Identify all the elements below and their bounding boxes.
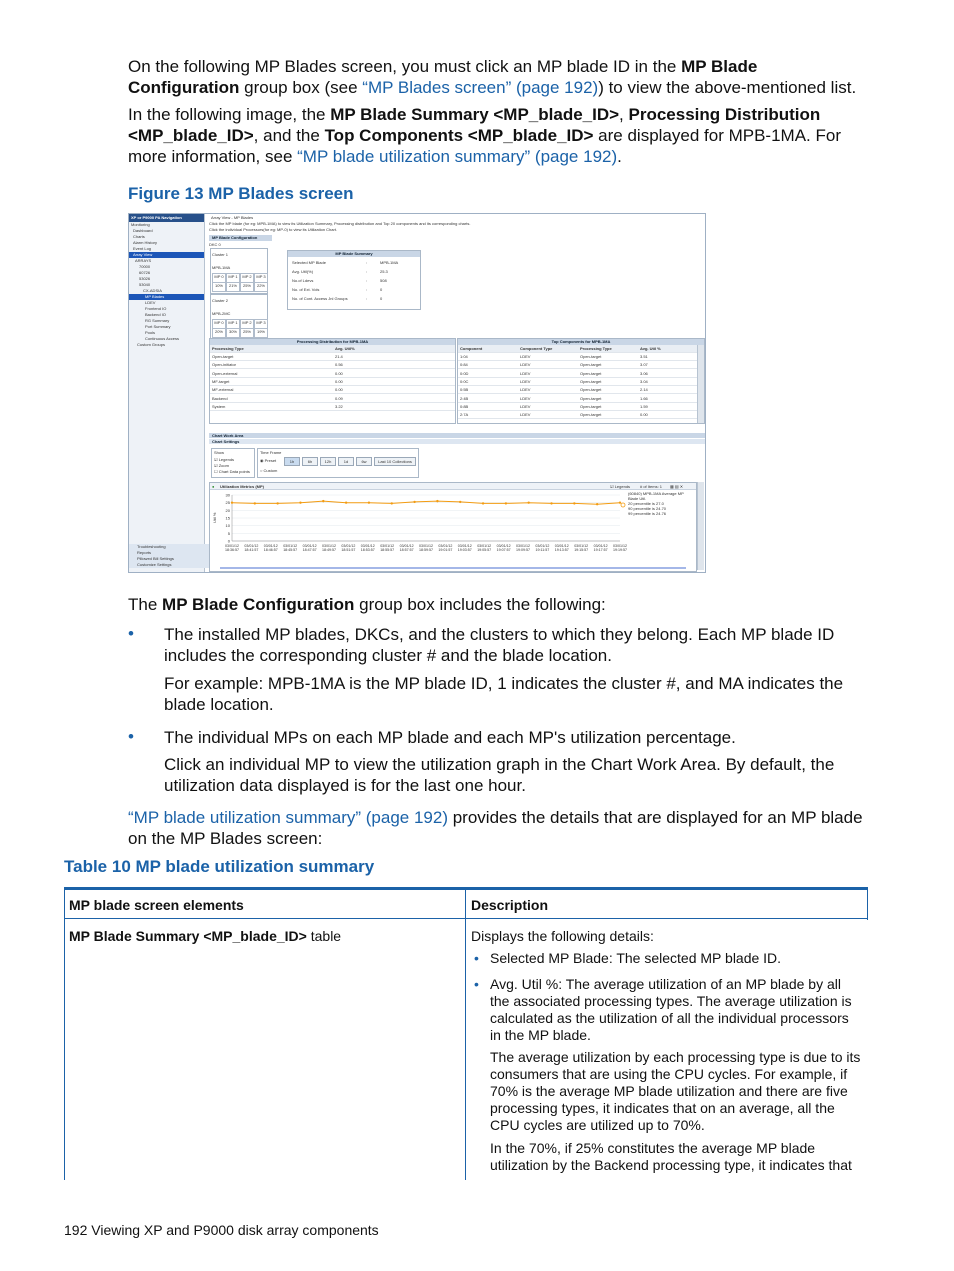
nav-item[interactable]: Frontend IO (145, 306, 167, 311)
nav-item[interactable]: Backend IO (145, 312, 166, 317)
mp-button[interactable]: MP 3 (254, 273, 268, 283)
y-axis-label: Util % (212, 512, 217, 523)
table-border-right (867, 890, 868, 920)
data-point (276, 502, 278, 504)
tc-row[interactable] (458, 411, 698, 419)
tf-button-last10[interactable]: Last 10 Collections (374, 457, 416, 466)
tc-cell: 3.51 (640, 354, 648, 359)
x-tick-date: 03/01/12 (399, 544, 414, 548)
summary-value: 25.3 (380, 269, 388, 274)
pd-row (210, 386, 455, 394)
desc-bullet-marker: • (474, 950, 479, 966)
mp-util-value: 22% (254, 282, 268, 292)
x-tick-date: 03/01/12 (225, 544, 239, 548)
bold-term: MP Blade Summary <MP_blade_ID> (330, 105, 620, 124)
text: , and the (253, 126, 325, 145)
summary-colon: : (366, 296, 368, 301)
pd-type: Open-target (212, 354, 234, 359)
tc-row[interactable] (458, 395, 698, 403)
x-tick-time: 18:45:57 (283, 548, 298, 552)
bullet-1: The installed MP blades, DKCs, and the clusters to which they belong. Each MP blade ID includes the corresponding cluster # and the blade location. (164, 625, 835, 665)
tf-button-6h[interactable]: 6h (302, 457, 318, 466)
x-tick-date: 03/01/12 (360, 544, 375, 548)
mp-button[interactable]: MP 1 (226, 319, 240, 329)
tc-row[interactable] (458, 403, 698, 411)
chart-panel (209, 482, 697, 572)
x-tick-time: 19:13:57 (554, 548, 569, 552)
x-tick-time: 19:19:57 (613, 548, 627, 552)
show-zoom-checkbox[interactable]: ☑ Zoom (214, 463, 229, 468)
x-tick-time: 18:49:57 (322, 548, 336, 552)
desc-bullet-marker: • (474, 976, 479, 992)
nav-item[interactable]: MP Blades (129, 294, 204, 300)
data-point (528, 501, 530, 503)
summary-label: No. of Cont. Access Jnl Groups (292, 296, 348, 301)
x-tick-time: 19:01:57 (438, 548, 453, 552)
processing-distribution-box (209, 338, 456, 424)
mp-util-value: 21% (226, 282, 240, 292)
tc-cell: Open-target (580, 403, 602, 409)
cluster-1-label: Cluster 1 (212, 252, 229, 257)
tc-cell: Open-target (580, 395, 602, 401)
summary-label: Selected MP Blade (292, 260, 326, 265)
summary-value: 0 (380, 296, 383, 301)
tc-cell: 2:4B (460, 395, 469, 401)
data-point (550, 502, 552, 504)
mp-button[interactable]: MP 1 (226, 273, 240, 283)
data-point (231, 501, 233, 503)
tf-button-1d[interactable]: 1d (338, 457, 354, 466)
utilization-summary-table (64, 887, 868, 1180)
text: In the following image, the (128, 105, 331, 124)
pd-type: System (212, 403, 226, 409)
collapse-icon[interactable]: ● (212, 484, 215, 489)
bold-term: Top Components <MP_blade_ID> (324, 126, 594, 145)
chart-work-area-title: Chart Work Area (209, 433, 706, 438)
mp-util-value: 25% (240, 282, 254, 292)
x-tick-time: 18:53:57 (360, 548, 375, 552)
x-tick-date: 03/01/12 (302, 544, 317, 548)
text: are displayed for MPB-1MA. For more information, see (128, 126, 841, 166)
paragraph-3 (128, 594, 873, 615)
legend-series: (60840) MPB-1MA Average MP Blade Util. (628, 491, 684, 501)
tc-cell: Open-target (580, 362, 602, 368)
tc-cell: LDEV (520, 378, 531, 384)
tc-cell: 2:7A (460, 412, 469, 418)
instruction-2: Click the individual Processors(for eg: MP-0) to view its Utilization Chart. (209, 227, 338, 232)
tc-cell: 1.59 (640, 403, 648, 409)
data-point (254, 502, 256, 504)
x-tick-date: 03/01/12 (535, 544, 550, 548)
bold-term: MP Blade Configuration (162, 595, 355, 614)
x-tick-time: 18:55:57 (380, 548, 395, 552)
x-tick-date: 03/01/12 (457, 544, 472, 548)
x-tick-date: 03/01/12 (574, 544, 589, 548)
tc-cell: LDEV (520, 362, 531, 368)
tc-cell: 3.06 (640, 370, 648, 376)
bullet-1-sub: For example: MPB-1MA is the MP blade ID, 1 indicates the cluster #, and MA indicates the blade location. (164, 674, 844, 714)
pd-header-row (210, 345, 455, 353)
bullet-marker: • (128, 727, 134, 746)
text: On the following MP Blades screen, you must click an MP blade ID in the (128, 57, 682, 76)
bullet-marker: • (128, 624, 134, 643)
blade-id-mpb-1ma[interactable]: MPB-1MA (212, 265, 231, 270)
pd-value: 0.00 (335, 370, 343, 376)
blade-id-mpb-2mc[interactable]: MPB-2MC (212, 311, 231, 316)
x-tick-date: 03/01/12 (516, 544, 530, 548)
chart-settings-title: Chart Settings (209, 439, 706, 444)
text: The (128, 595, 163, 614)
nav-item[interactable]: Custom Groups (137, 342, 166, 347)
intro-paragraph-1 (128, 56, 873, 98)
data-point (596, 503, 598, 505)
pd-header: Processing Type (212, 346, 244, 351)
tc-row[interactable] (458, 386, 698, 394)
pd-value: 0.56 (335, 362, 343, 368)
tc-header: Processing Type (580, 346, 612, 351)
nav-item[interactable]: 70000 (139, 264, 151, 269)
cluster-2-label: Cluster 2 (212, 298, 229, 303)
bold-term: Processing Distribution <MP_blade_ID> (128, 105, 821, 145)
preset-radio[interactable]: ◉ Preset (260, 458, 277, 463)
nav-item[interactable]: Pools (145, 330, 156, 335)
nav-item[interactable]: LDEV (145, 300, 156, 305)
data-point (505, 502, 507, 504)
pd-title: Processing Distribution for MPB-1MA (210, 339, 455, 345)
summary-colon: : (366, 287, 368, 292)
tc-cell: 3.07 (640, 362, 648, 368)
data-point (436, 500, 438, 502)
table-caption: Table 10 MP blade utilization summary (64, 857, 375, 876)
pd-type: Open-initiator (212, 362, 237, 368)
tc-row[interactable] (458, 378, 698, 386)
pd-row (210, 370, 455, 378)
data-point (299, 501, 301, 503)
data-point (482, 502, 484, 504)
data-point (573, 502, 575, 504)
x-tick-time: 18:57:57 (399, 548, 414, 552)
custom-radio[interactable]: ○ Custom (260, 468, 278, 473)
summary-value: 0 (380, 287, 383, 292)
table-column-divider (465, 890, 466, 1180)
pd-header: Avg. Util% (335, 346, 355, 351)
tab-array-view[interactable]: Array View - MP Blades (211, 215, 254, 220)
link-mp-blade-utilization-summary-2[interactable]: “MP blade utilization summary” (page 192) (128, 808, 448, 827)
nav-item[interactable]: Port Summary (145, 324, 171, 329)
paragraph-4 (128, 807, 873, 849)
tc-row[interactable] (458, 370, 698, 378)
legend-marker (621, 503, 625, 507)
x-tick-date: 03/01/12 (419, 544, 433, 548)
table-desc-bullet-2: Avg. Util %: The average utilization of an MP blade by all the associated processing types. The average utilization is calculated as the utilization of all the individual processors in the MP blade. (490, 976, 852, 1043)
bullet-2-sub: Click an individual MP to view the utilization graph in the Chart Work Area. By default, the utilization data displayed is for the last one hour. (164, 755, 835, 795)
pd-row (210, 378, 455, 386)
nav-item[interactable]: Monitoring (131, 222, 150, 227)
summary-label: No.of Ldevs (292, 278, 314, 283)
x-tick-date: 03/01/12 (283, 544, 298, 548)
blade-summary-box (287, 250, 421, 310)
table-desc-paragraph-1: The average utilization by each processing type is due to its consumers that are using the CPU cycles. For example, if 70% is the average MP blade utilization and there are five processing types, it indicates that on an average, all the CPU cycles are utilized up to 70%. (490, 1049, 861, 1133)
tc-cell: Open-target (580, 378, 602, 384)
intro-paragraph-2 (128, 104, 873, 167)
data-point (368, 501, 370, 503)
x-tick-time: 19:07:57 (496, 548, 511, 552)
x-tick-date: 03/01/12 (496, 544, 511, 548)
tc-cell: LDEV (520, 370, 531, 376)
x-tick-time: 18:59:57 (419, 548, 433, 552)
nav-item[interactable]: Dashboard (133, 228, 153, 233)
tf-button-6w[interactable]: 6w (356, 457, 372, 466)
page-footer: 192 Viewing XP and P9000 disk array components (64, 1222, 379, 1238)
summary-colon: : (366, 260, 368, 265)
tc-cell: LDEV (520, 403, 531, 409)
tc-cell: Open-target (580, 370, 602, 376)
tc-header: Avg. Util % (640, 346, 661, 351)
tf-button-12h[interactable]: 12h (320, 457, 336, 466)
top-components-box (457, 338, 705, 424)
nav-footer-reports[interactable]: Reports (129, 550, 212, 556)
nav-item[interactable]: 53026 (139, 276, 151, 281)
x-tick-date: 03/01/12 (593, 544, 608, 548)
pd-type: MF-external (212, 387, 234, 393)
summary-title: MP Blade Summary (288, 251, 420, 257)
pd-row (210, 353, 455, 361)
legend-p90: 90 percentile is 24.70 (628, 506, 667, 511)
summary-label: No. of Ext. Vols (292, 287, 320, 292)
nav-item[interactable]: 60726 (139, 270, 151, 275)
time-frame-label: Time Frame (260, 450, 282, 455)
link-mp-blades-screen[interactable]: “MP Blades screen” (page 192) (362, 78, 599, 97)
pd-type: MF-target (212, 378, 230, 384)
nav-footer-customize[interactable]: Customize Settings (129, 562, 212, 568)
table-header-description: Description (471, 897, 549, 913)
legend-p20: 20 percentile is 27.0 (628, 501, 664, 506)
tc-cell: 1:04 (460, 354, 468, 359)
x-tick-time: 18:47:57 (302, 548, 317, 552)
nav-item[interactable]: Charts (133, 234, 145, 239)
y-tick-label: 25 (225, 500, 230, 506)
x-tick-date: 03/01/12 (438, 544, 453, 548)
summary-colon: : (366, 269, 368, 274)
pd-value: 0.00 (335, 387, 343, 393)
nav-item[interactable]: Event Log (133, 246, 152, 251)
x-tick-date: 03/01/12 (477, 544, 492, 548)
header-divider (64, 918, 868, 919)
tc-title: Top Components for MPB-1MA (458, 339, 704, 345)
data-point (619, 501, 621, 503)
show-datapoints-checkbox[interactable]: ☐ Chart Data points (214, 469, 250, 474)
tc-cell: 2.14 (640, 387, 648, 393)
tc-header-row (458, 345, 698, 353)
text: provides the details that are displayed for an MP blade on the MP Blades screen: (128, 808, 863, 848)
tc-row[interactable] (458, 361, 698, 369)
tc-cell: 0.00 (640, 412, 648, 418)
table-desc-paragraph-2: In the 70%, if 25% constitutes the average MP blade utilization by the Backend processing type, it indicates that (490, 1140, 852, 1173)
table-cell-element: MP Blade Summary <MP_blade_ID> table (69, 928, 342, 944)
text: , (619, 105, 629, 124)
data-point (459, 501, 461, 503)
pd-row (210, 361, 455, 369)
y-tick-label: 0 (227, 538, 230, 544)
tc-cell: LDEV (520, 354, 531, 359)
summary-label: Avg. Util(%) (292, 269, 314, 274)
tc-scrollbar[interactable] (697, 345, 704, 423)
chart-scrollbar[interactable] (697, 482, 704, 570)
instruction-1: Click the MP blade (for eg: MPB-1MA) to view its Utilization Summary, Processing distribution and Top 20 components and its corresponding charts. (209, 221, 471, 226)
tc-cell: 0:0D (460, 370, 469, 376)
nav-item[interactable]: Alarm History (133, 240, 158, 245)
x-tick-time: 19:11:57 (535, 548, 550, 552)
x-tick-time: 19:15:57 (574, 548, 589, 552)
tc-cell: 0:5B (460, 387, 469, 393)
utilization-chart (210, 489, 696, 571)
x-tick-time: 18:36:57 (225, 548, 239, 552)
mp-util-value: 10% (212, 282, 226, 292)
mp-button[interactable]: MP 3 (254, 319, 268, 329)
pd-value: 3.22 (335, 403, 343, 409)
data-point (391, 502, 393, 504)
x-tick-time: 18:51:57 (341, 548, 356, 552)
nav-footer-troubleshooting[interactable]: Troubleshooting (129, 544, 212, 550)
tc-cell: 0:8B (460, 403, 469, 409)
pd-value: 0.00 (335, 378, 343, 384)
tc-cell: 0:84 (460, 362, 468, 368)
bullet-2: The individual MPs on each MP blade and each MP's utilization percentage. (164, 728, 736, 747)
nav-item[interactable]: ARRAYS (135, 258, 152, 263)
tc-cell: Open-target (580, 387, 602, 393)
table-header-elements: MP blade screen elements (69, 897, 244, 913)
chart-legend (628, 491, 692, 516)
x-tick-date: 03/01/12 (380, 544, 395, 548)
figure-caption: Figure 13 MP Blades screen (128, 184, 354, 203)
tc-header: Component Type (520, 346, 553, 351)
table-desc-bullet-1: Selected MP Blade: The selected MP blade ID. (490, 950, 782, 966)
summary-colon: : (366, 278, 368, 283)
nav-item[interactable]: CX-ADSIA (143, 288, 162, 293)
pd-type: Open-external (212, 370, 238, 376)
x-tick-date: 03/01/12 (341, 544, 356, 548)
y-tick-label: 5 (227, 530, 230, 536)
summary-value: 508 (380, 278, 387, 283)
nav-list (129, 222, 204, 348)
cluster-1-box (210, 248, 268, 294)
link-mp-blade-utilization-summary[interactable]: “MP blade utilization summary” (page 192) (297, 147, 618, 166)
mp-button[interactable]: MP 2 (240, 319, 254, 329)
tc-cell: 3.04 (640, 378, 648, 384)
x-tick-time: 19:09:57 (516, 548, 530, 552)
x-tick-date: 03/01/12 (613, 544, 627, 548)
x-tick-time: 19:03:57 (457, 548, 472, 552)
mp-util-value: 25% (240, 328, 254, 338)
data-point (322, 500, 324, 502)
text: ) to view the above-mentioned list. (598, 78, 857, 97)
mp-button[interactable]: MP 0 (212, 319, 226, 329)
text: . (617, 147, 622, 166)
mp-button[interactable]: MP 0 (212, 273, 226, 283)
nav-item[interactable]: 53040 (139, 282, 151, 287)
legend-p99: 99 percentile is 24.76 (628, 511, 667, 516)
main-area (207, 214, 705, 572)
pd-row (210, 395, 455, 403)
tc-cell: Open-target (580, 412, 602, 418)
pd-row (210, 403, 455, 411)
x-tick-time: 18:41:57 (244, 548, 259, 552)
y-tick-label: 10 (225, 523, 230, 529)
nav-item[interactable]: Continuous Access (145, 336, 180, 341)
navigation-panel (129, 214, 205, 572)
tc-cell: LDEV (520, 395, 531, 401)
x-tick-date: 03/01/12 (263, 544, 278, 548)
tc-row[interactable] (458, 353, 698, 361)
table-border-left (64, 890, 65, 1180)
mp-util-value: 20% (212, 328, 226, 338)
nav-title: XP or P9000 PA Navigation (129, 214, 204, 222)
x-tick-time: 19:17:57 (593, 548, 608, 552)
x-tick-date: 03/01/12 (244, 544, 259, 548)
y-tick-label: 15 (225, 515, 230, 521)
x-tick-date: 03/01/12 (554, 544, 569, 548)
y-tick-label: 20 (225, 507, 230, 513)
num-items: # of Items: 1 (640, 484, 663, 489)
time-frame-group (257, 448, 419, 478)
pd-value: 0.09 (335, 395, 343, 401)
data-point (345, 501, 347, 503)
nav-footer-bill-settings[interactable]: Pillowed Bill Settings (129, 556, 212, 562)
tc-cell: 1.66 (640, 395, 648, 401)
nav-item[interactable]: RG Summary (145, 318, 170, 323)
x-tick-date: 03/01/12 (322, 544, 336, 548)
summary-value: MPB-1MA (380, 260, 399, 265)
config-title: MP Blade Configuration (209, 235, 272, 241)
mp-util-value: 19% (254, 328, 268, 338)
pd-value: 21.4 (335, 354, 343, 359)
show-legends-checkbox[interactable]: ☑ Legends (214, 457, 235, 462)
pd-type: Backend (212, 395, 228, 401)
data-point (413, 501, 415, 503)
x-tick-time: 19:05:57 (477, 548, 492, 552)
legend-toggle[interactable]: ☑ Legends (610, 484, 631, 489)
tc-header: Component (460, 346, 483, 351)
text: group box (see (239, 78, 363, 97)
mp-blades-screenshot (128, 213, 706, 573)
text: group box includes the following: (354, 595, 606, 614)
show-group (211, 448, 255, 478)
nav-item[interactable]: Array View (129, 252, 204, 258)
tc-cell: LDEV (520, 387, 531, 393)
x-tick-time: 18:46:57 (263, 548, 278, 552)
bold-term: MP Blade Configuration (128, 57, 758, 97)
mp-util-value: 30% (226, 328, 240, 338)
tf-button-1h[interactable]: 1h (284, 457, 300, 466)
tc-cell: 0:0C (460, 378, 469, 384)
cluster-2-box (210, 294, 268, 340)
y-tick-label: 30 (225, 492, 230, 498)
tc-cell: LDEV (520, 412, 531, 418)
show-label: Show (214, 450, 225, 455)
table-desc-intro: Displays the following details: (471, 928, 654, 944)
mp-button[interactable]: MP 2 (240, 273, 254, 283)
chart-tool-icons[interactable]: ▦ ▤ ✕ (670, 484, 684, 489)
tc-cell: Open-target (580, 354, 602, 359)
chart-panel-title: Utilization Metrics (MP) (220, 484, 265, 489)
dkc-label: DKC 0 (209, 242, 221, 247)
